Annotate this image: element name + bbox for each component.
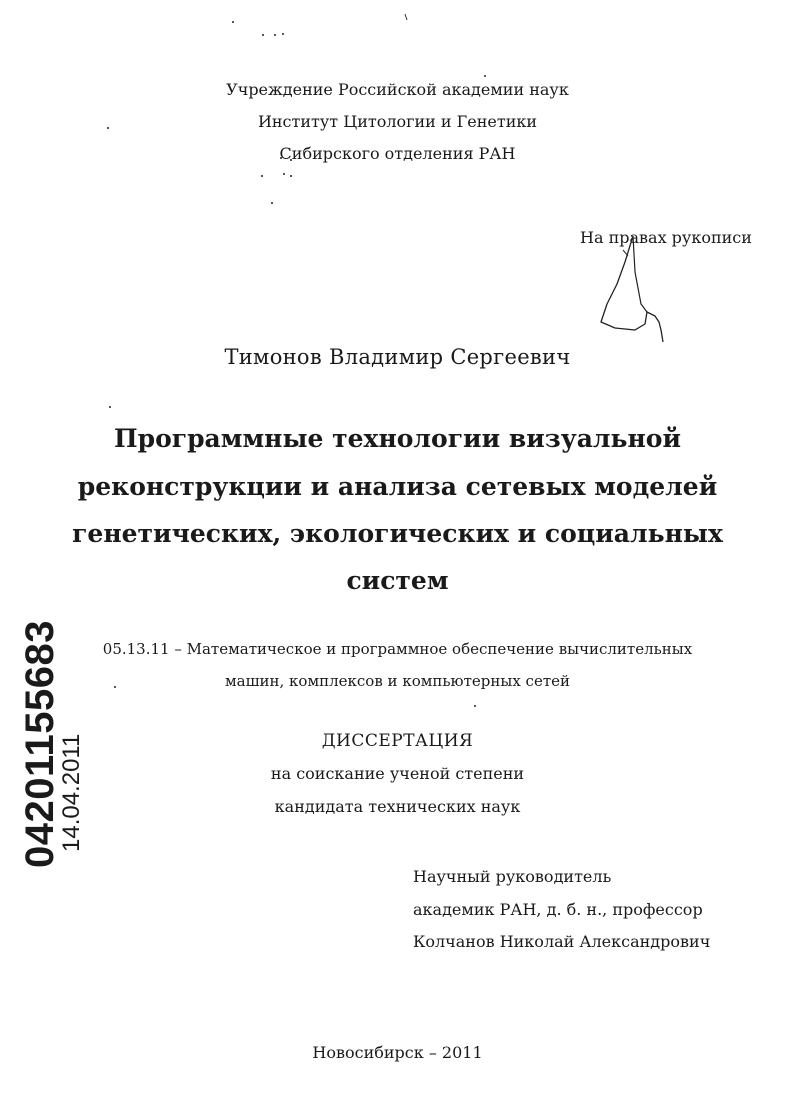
degree-line-2: кандидата технических наук xyxy=(274,797,521,816)
thesis-title-line-4: систем xyxy=(346,566,449,595)
degree-line-1: на соискание ученой степени xyxy=(270,764,525,783)
institution-line-2: Институт Цитологии и Генетики xyxy=(257,112,538,131)
thesis-title-line-1: Программные технологии визуальной xyxy=(113,424,682,453)
supervisor-name: Колчанов Николай Александрович xyxy=(413,932,711,951)
thesis-title-line-2: реконструкции и анализа сетевых моделей xyxy=(77,472,718,501)
specialty-line-1: 05.13.11 – Математическое и программное обеспечение вычислительных xyxy=(102,640,693,658)
supervisor-label: Научный руководитель xyxy=(413,867,612,886)
specialty-line-2: машин, комплексов и компьютерных сетей xyxy=(224,672,571,690)
city-year: Новосибирск – 2011 xyxy=(312,1043,483,1062)
handwritten-signature xyxy=(595,232,670,347)
institution-line-1: Учреждение Российской академии наук xyxy=(226,80,569,99)
supervisor-rank: академик РАН, д. б. н., профессор xyxy=(413,900,703,919)
manuscript-rights-note: На правах рукописи xyxy=(580,228,752,247)
library-stamp-number: 04201155683 xyxy=(18,620,62,868)
author-name: Тимонов Владимир Сергеевич xyxy=(224,345,571,369)
dissertation-heading: ДИССЕРТАЦИЯ xyxy=(321,731,474,751)
institution-line-3: Сибирского отделения РАН xyxy=(279,144,516,163)
library-stamp-date: 14.04.2011 xyxy=(58,733,85,852)
thesis-title-line-3: генетических, экологических и социальных xyxy=(72,519,723,548)
